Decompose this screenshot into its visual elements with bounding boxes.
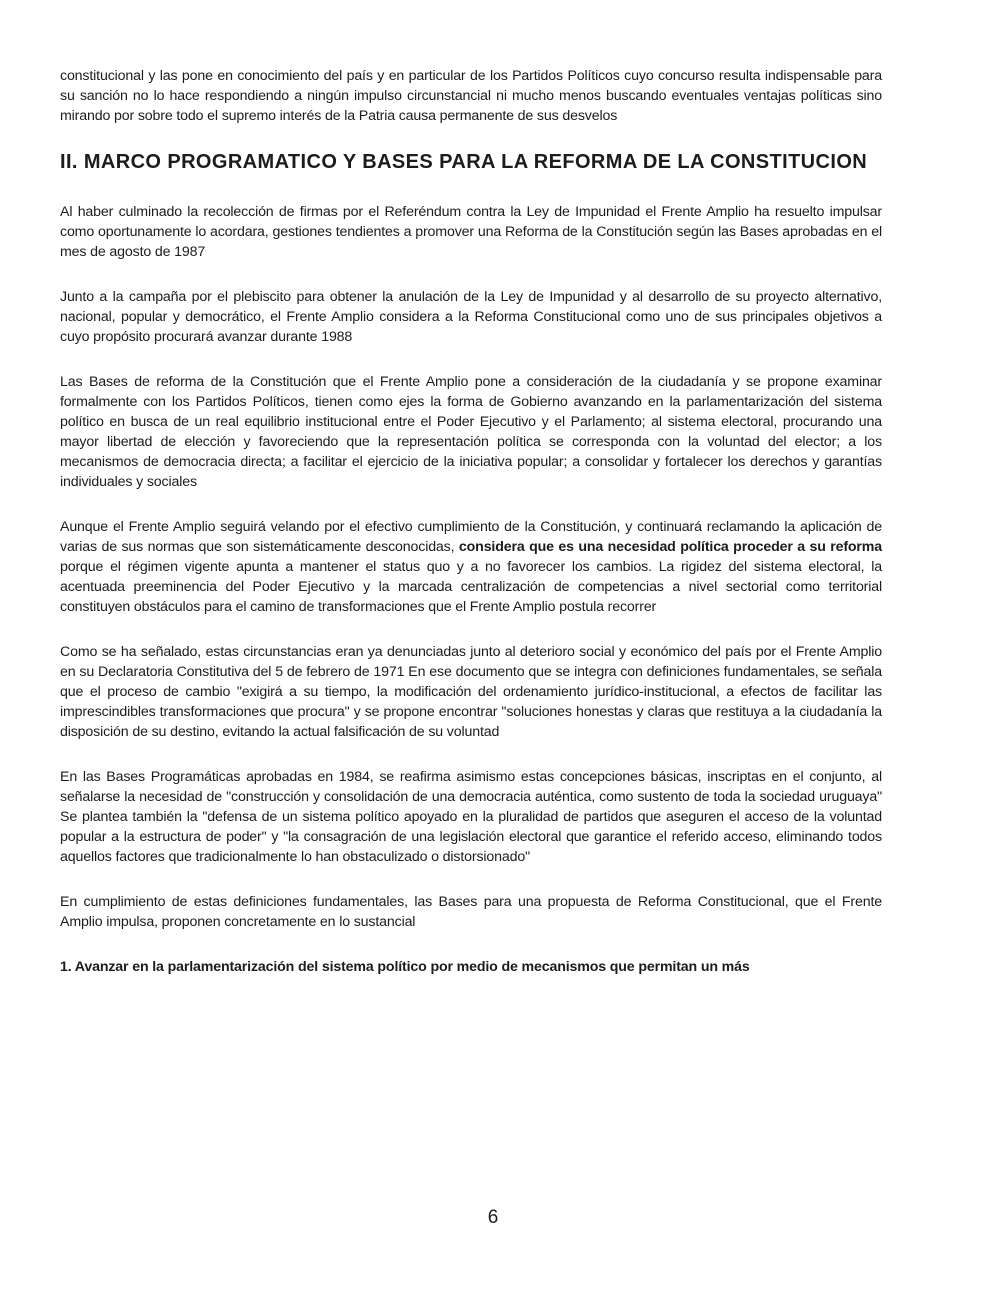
paragraph-bases-programaticas: En las Bases Programáticas aprobadas en 1984, se reafirma asimismo estas concepciones básicas, inscriptas en el conjunto, al señalarse la necesidad de "construcción y consolidación de una democracia auténtica, como sustento de toda la sociedad uruguaya" Se plantea también la "defensa de un sistema político apoyado en la pluralidad de partidos que aseguren el acceso de la voluntad popular a la estructura de poder" y "la consagración de una legislación electoral que garantice el referido acceso, eliminando todos aquellos factores que tradicionalmente lo han obstaculizado o distorsionado" — [60, 769, 882, 865]
paragraph-bases-reforma: Las Bases de reforma de la Constitución que el Frente Amplio pone a consideración de la ciudadanía y se propone examinar formalmente con los Partidos Políticos, tienen como ejes la forma de Gobierno avanzando en la parlamentarización del sistema político en busca de un real equilibrio institucional entre el Poder Ejecutivo y el Parlamento; al sistema electoral, procurando una mayor libertad de elección y favoreciendo que la representación política se corresponda con la voluntad del elector; a los mecanismos de democracia directa; a facilitar el ejercicio de la iniciativa popular; a consolidar y fortalecer los derechos y garantías individuales y sociales — [60, 374, 882, 490]
paragraph-referendum: Al haber culminado la recolección de firmas por el Referéndum contra la Ley de Impunidad el Frente Amplio ha resuelto impulsar como oportunamente lo acordara, gestiones tendientes a promover una Reforma de la Constitución según las Bases aprobadas en el mes de agosto de 1987 — [60, 204, 882, 260]
numbered-item-1: 1. Avanzar en la parlamentarización del sistema político por medio de mecanismos que permitan un más — [60, 959, 750, 975]
paragraph-declaratoria: Como se ha señalado, estas circunstancias eran ya denunciadas junto al deterioro social y económico del país por el Frente Amplio en su Declaratoria Constitutiva del 5 de febrero de 1971 En ese documento que se integra con definiciones fundamentales, se señala que el proceso de cambio "exigirá a su tiempo, la modificación del ordenamiento jurídico-institucional, a efectos de facilitar las imprescindibles transformaciones que procura" y se propone encontrar "soluciones honestas y claras que restituya a la ciudadanía la disposición de su destino, evitando la actual falsificación de su voluntad — [60, 644, 882, 740]
document-body — [60, 66, 882, 1002]
paragraph-text: porque el régimen vigente apunta a mantener el status quo y a no favorecer los cambios. La rigidez del sistema electoral, la acentuada preeminencia del Poder Ejecutivo y la marcada centralización de competencias a nivel sectorial como territorial constituyen obstáculos para el camino de transformaciones que el Frente Amplio postula recorrer — [60, 559, 882, 615]
page-number: 6 — [487, 1207, 499, 1228]
paragraph-cumplimiento: En cumplimiento de estas definiciones fundamentales, las Bases para una propuesta de Reforma Constitucional, que el Frente Amplio impulsa, proponen concretamente en lo sustancial — [60, 894, 882, 930]
paragraph-text: Aunque el Frente Amplio seguirá velando por el efectivo cumplimiento de la Constitución, y continuará reclamando la aplicación de varias de sus normas que son sistemáticamente desconocidas, — [60, 519, 882, 555]
paragraph-necesidad-reforma — [60, 517, 882, 617]
paragraph-intro: constitucional y las pone en conocimiento del país y en particular de los Partidos Políticos cuyo concurso resulta indispensable para su sanción no lo hace respondiendo a ningún impulso circunstancial ni mucho menos buscando eventuales ventajas políticas sino mirando por sobre todo el supremo interés de la Patria causa permanente de sus desvelos — [60, 68, 882, 124]
emphasis-text: considera que es una necesidad política proceder a su reforma — [458, 539, 882, 555]
section-heading: II. MARCO PROGRAMATICO Y BASES PARA LA REFORMA DE LA CONSTITUCION — [60, 151, 868, 173]
paragraph-plebiscito: Junto a la campaña por el plebiscito para obtener la anulación de la Ley de Impunidad y al desarrollo de su proyecto alternativo, nacional, popular y democrático, el Frente Amplio considera a la Reforma Constitucional como uno de sus principales objetivos a cuyo propósito procurará avanzar durante 1988 — [60, 289, 882, 345]
